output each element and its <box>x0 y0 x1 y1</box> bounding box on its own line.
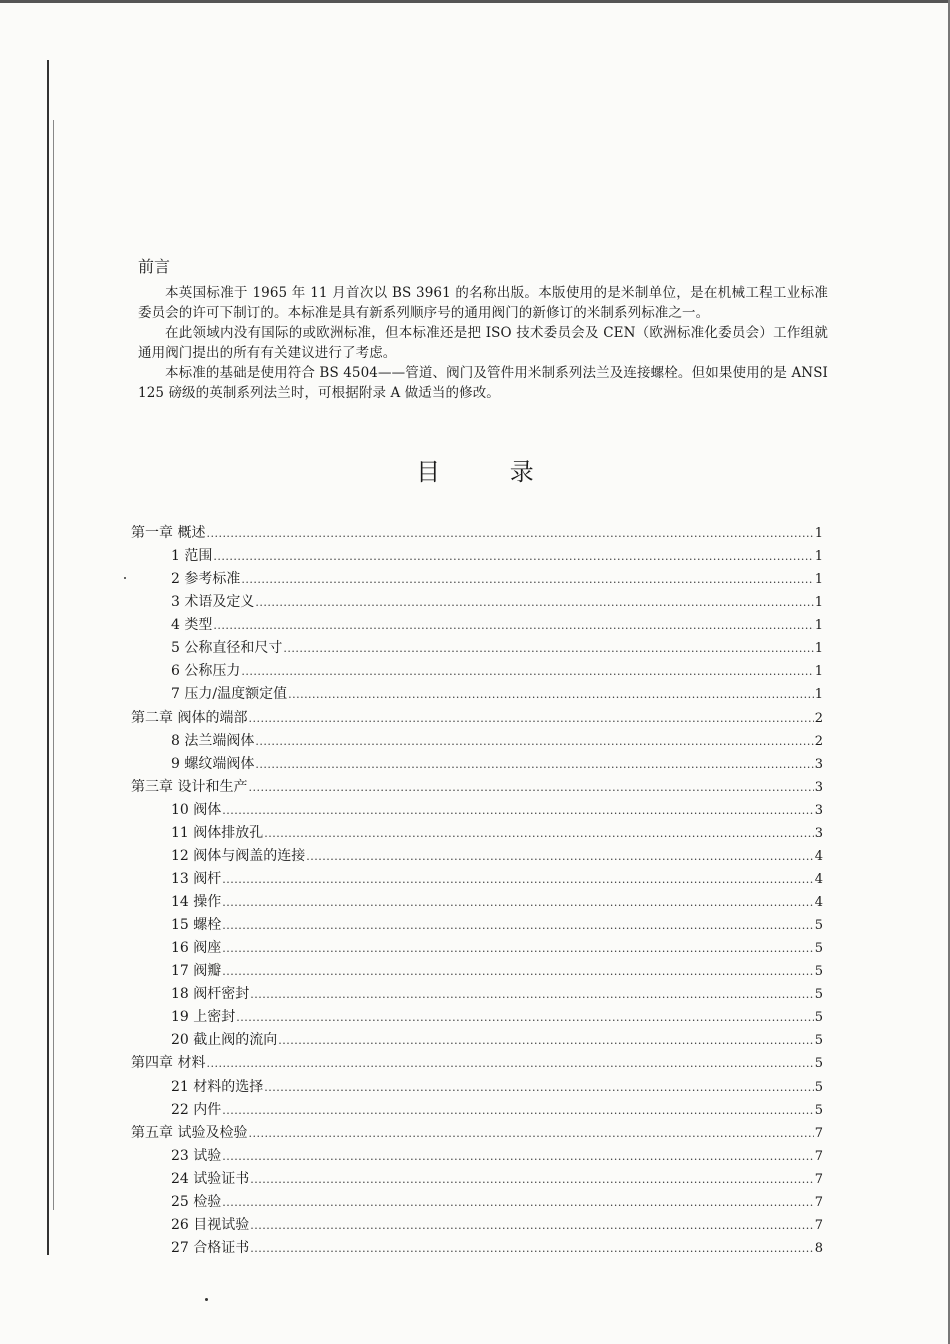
toc-entry-label: 8 法兰端阀体 <box>171 732 255 749</box>
toc-leader-dots <box>241 573 813 586</box>
toc-leader-dots <box>222 1150 813 1163</box>
toc-section-row[interactable] <box>131 937 823 960</box>
toc-leader-dots <box>278 1034 813 1047</box>
toc-section-row[interactable] <box>131 960 823 983</box>
toc-leader-dots <box>206 1057 813 1070</box>
toc-section-row[interactable] <box>131 1076 823 1099</box>
toc-page-number: 8 <box>814 1240 823 1256</box>
toc-leader-dots <box>222 873 813 886</box>
toc-leader-dots <box>255 596 813 609</box>
toc-entry-label: 26 目视试验 <box>171 1216 250 1233</box>
toc-chapter-row[interactable] <box>131 776 823 799</box>
toc-entry-label: 第四章 材料 <box>131 1055 206 1072</box>
toc-page-number: 5 <box>814 987 823 1003</box>
toc-chapter-row[interactable] <box>131 707 823 730</box>
toc-entry-label: 3 术语及定义 <box>171 594 255 611</box>
toc-section-row[interactable] <box>131 1214 823 1237</box>
toc-section-row[interactable] <box>131 660 823 683</box>
toc-section-row[interactable] <box>131 614 823 637</box>
toc-entry-label: 7 压力/温度额定值 <box>171 686 288 703</box>
toc-section-row[interactable] <box>131 591 823 614</box>
toc-section-row[interactable] <box>131 983 823 1006</box>
toc-leader-dots <box>206 527 813 540</box>
toc-page-number: 7 <box>814 1217 823 1233</box>
toc-entry-label: 4 类型 <box>171 617 213 634</box>
toc-leader-dots <box>222 1196 813 1209</box>
scan-edge-top <box>0 0 950 3</box>
toc-entry-label: 23 试验 <box>171 1147 222 1164</box>
toc-chapter-row[interactable] <box>131 1052 823 1075</box>
toc-page-number: 1 <box>814 687 823 703</box>
toc-entry-label: 11 阀体排放孔 <box>171 824 264 841</box>
table-of-contents <box>131 522 823 1260</box>
toc-page-number: 1 <box>814 664 823 680</box>
preface-section <box>138 254 828 403</box>
toc-leader-dots <box>213 619 813 632</box>
toc-title: 目 录 <box>416 458 534 486</box>
toc-entry-label: 25 检验 <box>171 1193 222 1210</box>
toc-entry-label: 24 试验证书 <box>171 1170 250 1187</box>
toc-section-row[interactable] <box>131 753 823 776</box>
toc-section-row[interactable] <box>131 1191 823 1214</box>
toc-page-number: 1 <box>814 526 823 541</box>
toc-entry-label: 12 阀体与阀盖的连接 <box>171 847 306 864</box>
toc-leader-dots <box>248 712 813 725</box>
toc-section-row[interactable] <box>131 1029 823 1052</box>
toc-page-number: 3 <box>814 756 823 772</box>
toc-page-number: 5 <box>814 1102 823 1118</box>
toc-leader-dots <box>250 1219 813 1232</box>
toc-entry-label: 16 阀座 <box>171 940 222 957</box>
toc-section-row[interactable] <box>131 891 823 914</box>
toc-chapter-row[interactable] <box>131 1122 823 1145</box>
toc-page-number: 1 <box>814 641 823 657</box>
toc-section-row[interactable] <box>131 545 823 568</box>
toc-section-row[interactable] <box>131 845 823 868</box>
toc-leader-dots <box>250 1242 813 1255</box>
toc-leader-dots <box>222 896 813 909</box>
toc-section-row[interactable] <box>131 1168 823 1191</box>
toc-entry-label: 第一章 概述 <box>131 525 206 541</box>
toc-section-row[interactable] <box>131 799 823 822</box>
toc-leader-dots <box>222 1104 813 1117</box>
toc-leader-dots <box>264 1081 813 1094</box>
toc-section-row[interactable] <box>131 637 823 660</box>
toc-section-row[interactable] <box>131 822 823 845</box>
toc-page-number: 1 <box>814 572 823 588</box>
toc-section-row[interactable] <box>131 914 823 937</box>
toc-entry-label: 2 参考标准 <box>171 571 241 588</box>
toc-section-row[interactable] <box>131 730 823 753</box>
toc-page-number: 5 <box>814 918 823 934</box>
scan-speck <box>124 577 126 579</box>
toc-page-number: 4 <box>814 848 823 864</box>
toc-leader-dots <box>213 550 813 563</box>
toc-section-row[interactable] <box>131 1145 823 1168</box>
toc-page-number: 7 <box>814 1148 823 1164</box>
toc-leader-dots <box>222 804 813 817</box>
toc-leader-dots <box>264 827 813 840</box>
toc-page-number: 3 <box>814 779 823 795</box>
toc-entry-label: 第二章 阀体的端部 <box>131 709 248 726</box>
toc-section-row[interactable] <box>131 683 823 706</box>
toc-leader-dots <box>241 665 813 678</box>
toc-leader-dots <box>306 850 813 863</box>
toc-section-row[interactable] <box>131 868 823 891</box>
toc-section-row[interactable] <box>131 568 823 591</box>
toc-entry-label: 14 操作 <box>171 894 222 910</box>
toc-entry-label: 第三章 设计和生产 <box>131 778 248 795</box>
toc-leader-dots <box>222 919 813 932</box>
toc-page-number: 3 <box>814 802 823 818</box>
toc-entry-label: 9 螺纹端阀体 <box>171 755 255 772</box>
toc-page-number: 1 <box>814 549 823 565</box>
toc-page-number: 5 <box>814 941 823 957</box>
toc-leader-dots <box>255 758 813 771</box>
toc-entry-label: 27 合格证书 <box>171 1239 250 1256</box>
toc-leader-dots <box>222 942 813 955</box>
toc-leader-dots <box>250 1173 813 1186</box>
toc-entry-label: 13 阀杆 <box>171 870 222 887</box>
preface-paragraph-1: 本英国标准于 1965 年 11 月首次以 BS 3961 的名称出版。本版使用的是米制单位，是在机械工程工业标准委员会的许可下制订的。本标准是具有新系列顺序号的通用阀门的新修订的米制系列标准之一。 <box>138 285 828 321</box>
toc-entry-label: 20 截止阀的流向 <box>171 1032 278 1049</box>
preface-paragraph-2: 在此领域内没有国际的或欧洲标准，但本标准还是把 ISO 技术委员会及 CEN（欧洲标准化委员会）工作组就通用阀门提出的所有有关建议进行了考虑。 <box>138 325 828 361</box>
toc-page-number: 7 <box>814 1171 823 1187</box>
scan-speck <box>205 1298 208 1301</box>
toc-leader-dots <box>288 688 814 701</box>
toc-entry-label: 19 上密封 <box>171 1009 236 1026</box>
binding-shadow-line <box>47 60 49 1255</box>
toc-page-number: 1 <box>814 618 823 634</box>
toc-entry-label: 第五章 试验及检验 <box>131 1124 248 1141</box>
toc-page-number: 5 <box>814 964 823 980</box>
toc-page-number: 1 <box>814 595 823 611</box>
toc-page-number: 5 <box>814 1033 823 1049</box>
toc-entry-label: 5 公称直径和尺寸 <box>171 640 283 657</box>
toc-page-number: 4 <box>814 895 823 910</box>
toc-page-number: 2 <box>814 710 823 726</box>
toc-page-number: 5 <box>814 1056 823 1072</box>
preface-title: 前言 <box>138 257 171 276</box>
toc-leader-dots <box>255 735 813 748</box>
toc-entry-label: 22 内件 <box>171 1101 222 1118</box>
toc-entry-label: 18 阀杆密封 <box>171 986 250 1003</box>
toc-leader-dots <box>222 965 813 978</box>
toc-leader-dots <box>283 642 813 655</box>
toc-page-number: 4 <box>814 871 823 887</box>
toc-page-number: 3 <box>814 825 823 841</box>
toc-section-row[interactable] <box>131 1006 823 1029</box>
toc-section-row[interactable] <box>131 1237 823 1260</box>
toc-chapter-row[interactable] <box>131 522 823 545</box>
toc-page-number: 5 <box>814 1079 823 1095</box>
toc-leader-dots <box>236 1011 813 1024</box>
toc-leader-dots <box>248 1127 813 1140</box>
toc-page-number: 5 <box>814 1010 823 1026</box>
binding-shadow-line-faint <box>53 120 54 1210</box>
preface-paragraph-3: 本标准的基础是使用符合 BS 4504——管道、阀门及管件用米制系列法兰及连接螺栓。但如果使用的是 ANSI 125 磅级的英制系列法兰时，可根据附录 A 做适当的修改。 <box>138 365 828 401</box>
toc-leader-dots <box>248 781 813 794</box>
toc-entry-label: 15 螺栓 <box>171 917 222 934</box>
toc-section-row[interactable] <box>131 1099 823 1122</box>
toc-entry-label: 17 阀瓣 <box>171 963 222 980</box>
toc-page-number: 7 <box>814 1125 823 1141</box>
toc-entry-label: 10 阀体 <box>171 801 222 818</box>
toc-entry-label: 6 公称压力 <box>171 663 241 680</box>
toc-page-number: 7 <box>814 1194 823 1210</box>
toc-entry-label: 1 范围 <box>171 548 213 565</box>
toc-entry-label: 21 材料的选择 <box>171 1078 264 1095</box>
toc-page-number: 2 <box>814 733 823 749</box>
toc-leader-dots <box>250 988 813 1001</box>
